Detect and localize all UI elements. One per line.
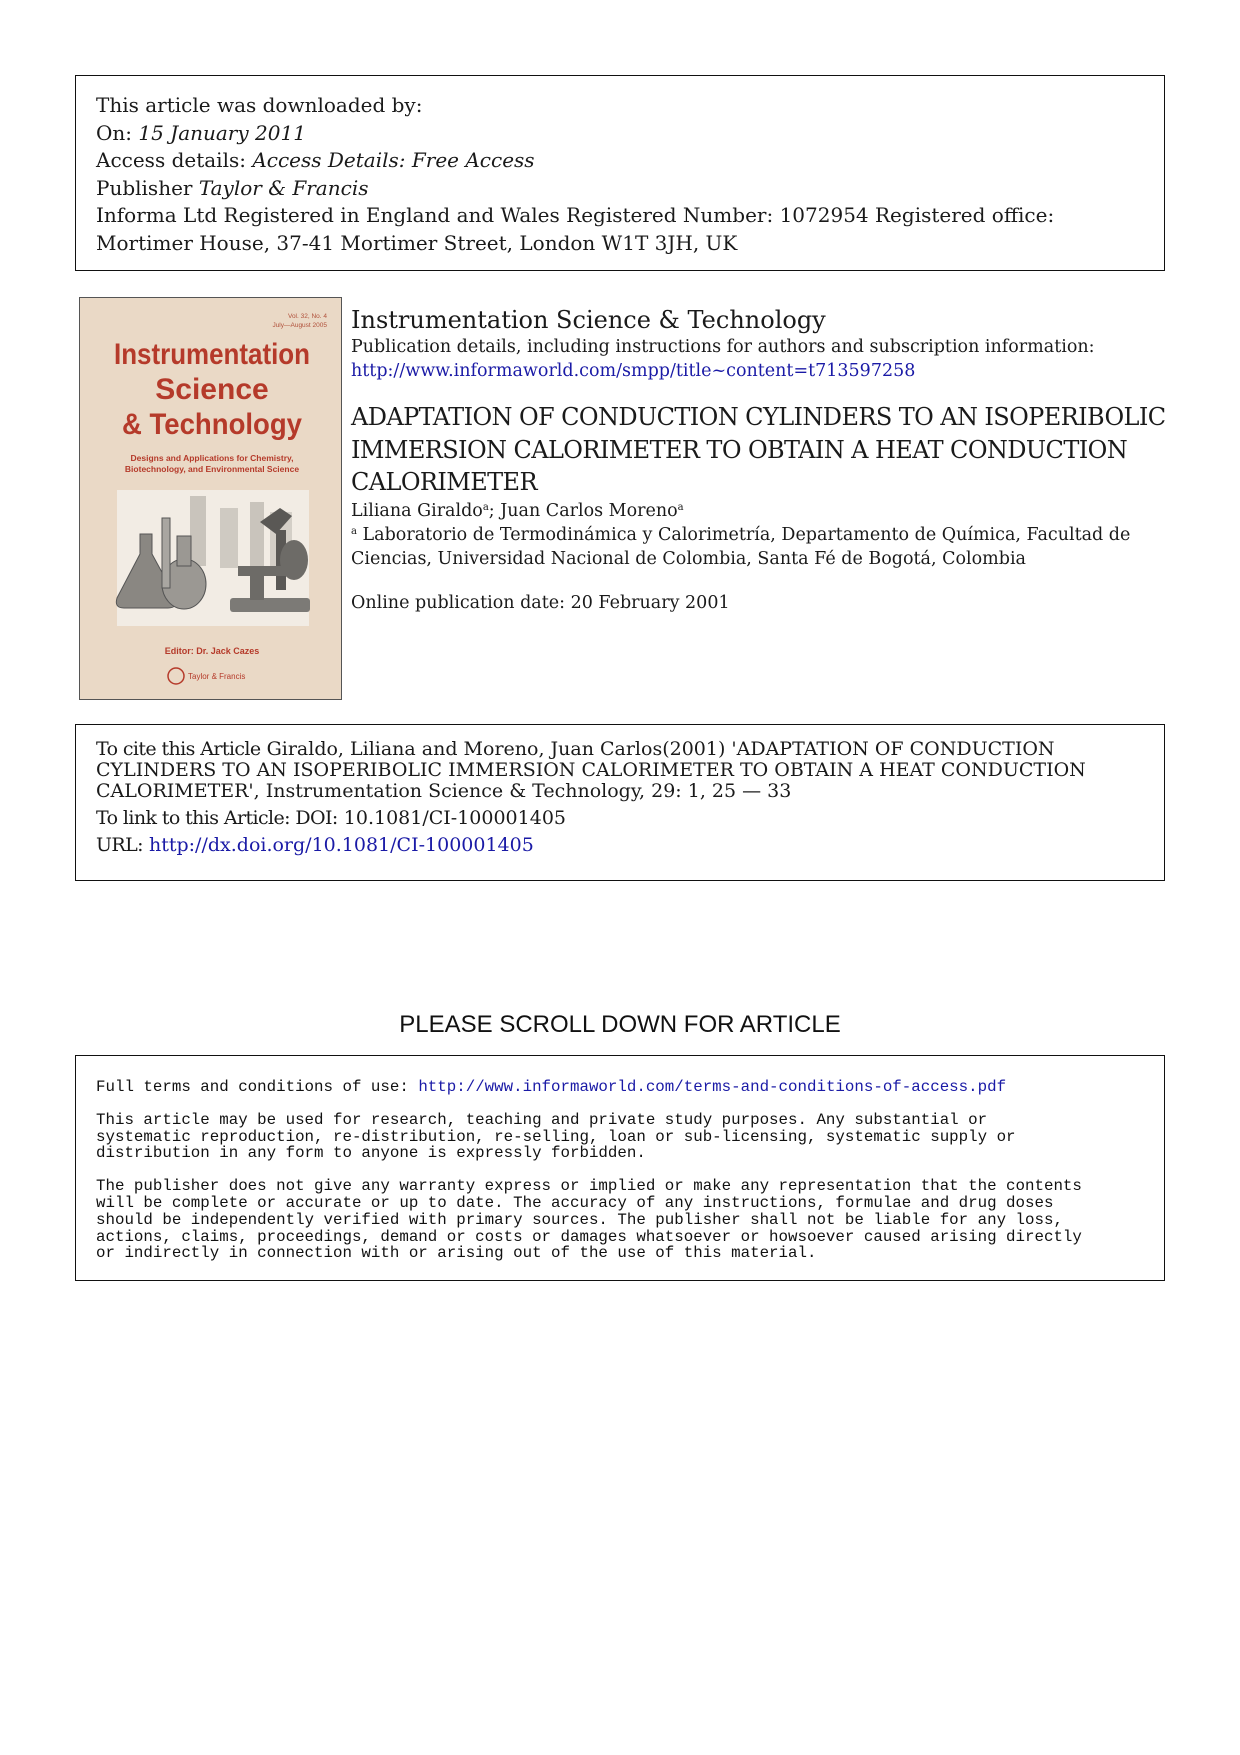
affiliation-mark: a — [351, 525, 357, 537]
doi-value: 10.1081/CI-100001405 — [343, 807, 566, 829]
cover-title-line3: & Technology — [122, 408, 303, 441]
doi-label: To link to this Article: DOI: — [96, 807, 338, 829]
url-line — [96, 835, 1144, 856]
cover-volume: Vol. 32, No. 4 — [287, 313, 327, 320]
cover-editor: Editor: Dr. Jack Cazes — [164, 646, 260, 656]
author-1: Liliana Giraldo — [351, 500, 483, 521]
cover-subtitle-line1: Designs and Applications for Chemistry, — [130, 453, 294, 463]
cover-title-line2: Science — [155, 373, 269, 406]
publication-details: Publication details, including instructions for authors and subscription information: — [351, 337, 1095, 357]
affiliation-text: Laboratorio de Termodinámica y Calorimetría, Departamento de Química, Facultad de Ciencias, Universidad Nacional de Colombia, Santa Fé de Bogotá, Colombia — [351, 524, 1131, 569]
citation-box — [75, 724, 1165, 881]
on-label: On: — [96, 120, 139, 145]
terms-url-link[interactable]: http://www.informaworld.com/terms-and-conditions-of-access.pdf — [418, 1078, 1007, 1096]
journal-cover-image — [79, 297, 342, 700]
access-value: Access Details: Free Access — [252, 148, 535, 172]
article-title: ADAPTATION OF CONDUCTION CYLINDERS TO AN ISOPERIBOLIC IMMERSION CALORIMETER TO OBTAIN A HEAT CONDUCTION CALORIMETER — [351, 403, 1166, 496]
authors — [351, 499, 1171, 523]
on-value: 15 January 2011 — [138, 120, 306, 145]
doi-url-link[interactable]: http://dx.doi.org/10.1081/CI-100001405 — [148, 834, 534, 856]
journal-url-link[interactable]: http://www.informaworld.com/smpp/title~content=t713597258 — [351, 361, 916, 381]
publisher-value: Taylor & Francis — [198, 175, 369, 200]
affiliation — [351, 523, 1171, 571]
download-date-line — [96, 120, 1144, 148]
terms-line — [96, 1079, 1144, 1096]
journal-header — [351, 305, 1171, 615]
url-label: URL: — [96, 834, 143, 856]
cite-text: Giraldo, Liliana and Moreno, Juan Carlos(2001) 'ADAPTATION OF CONDUCTION CYLINDERS TO AN ISOPERIBOLIC IMMERSION CALORIMETER TO OBTAIN A HEAT CONDUCTION CALORIMETER', Instrumentation Science & Technology, 29: 1, 25 — 33 — [96, 738, 1086, 802]
lab-illustration — [116, 490, 310, 626]
publisher-label: Publisher — [96, 175, 199, 200]
access-line — [96, 147, 1144, 175]
author-2-affil-mark: a — [677, 501, 684, 513]
terms-box — [75, 1055, 1165, 1281]
cite-label: To cite this Article — [96, 738, 261, 760]
terms-label: Full terms and conditions of use: — [96, 1078, 419, 1096]
author-1-affil-mark: a — [482, 501, 489, 513]
scroll-down-notice: PLEASE SCROLL DOWN FOR ARTICLE — [399, 1011, 841, 1038]
access-label: Access details: — [96, 148, 253, 172]
author-2: ; Juan Carlos Moreno — [488, 500, 678, 521]
online-publication-date: Online publication date: 20 February 2001 — [351, 592, 730, 613]
terms-warranty-paragraph: The publisher does not give any warranty express or implied or make any representation that the contents will be complete or accurate or up to date. The accuracy of any instructions, formulae and drug doses should be independently verified with primary sources. The publisher shall not be liable for any loss, actions, claims, proceedings, demand or costs or damages whatsoever or howsoever caused arising directly or indirectly in connection with or arising out of the use of this material. — [96, 1177, 1082, 1263]
terms-usage-paragraph: This article may be used for research, teaching and private study purposes. Any substantial or systematic reproduction, re-distribution, re-selling, loan or sub-licensing, systematic supply or distribution in any form to anyone is expressly forbidden. — [96, 1110, 1016, 1163]
publisher-line — [96, 175, 1144, 203]
cover-publisher: Taylor & Francis — [188, 672, 246, 681]
cover-date: July—August 2005 — [272, 322, 327, 329]
doi-line — [96, 808, 1144, 829]
download-line: This article was downloaded by: — [96, 93, 423, 117]
download-info-box — [75, 75, 1165, 271]
cover-title-line1: Instrumentation — [114, 338, 310, 371]
citation-line — [96, 739, 1144, 802]
journal-title: Instrumentation Science & Technology — [351, 306, 826, 334]
registered-office: Informa Ltd Registered in England and Wales Registered Number: 1072954 Registered office: Mortimer House, 37-41 Mortimer Street, London W1T 3JH, UK — [96, 203, 1055, 255]
cover-subtitle-line2: Biotechnology, and Environmental Science — [124, 464, 300, 474]
